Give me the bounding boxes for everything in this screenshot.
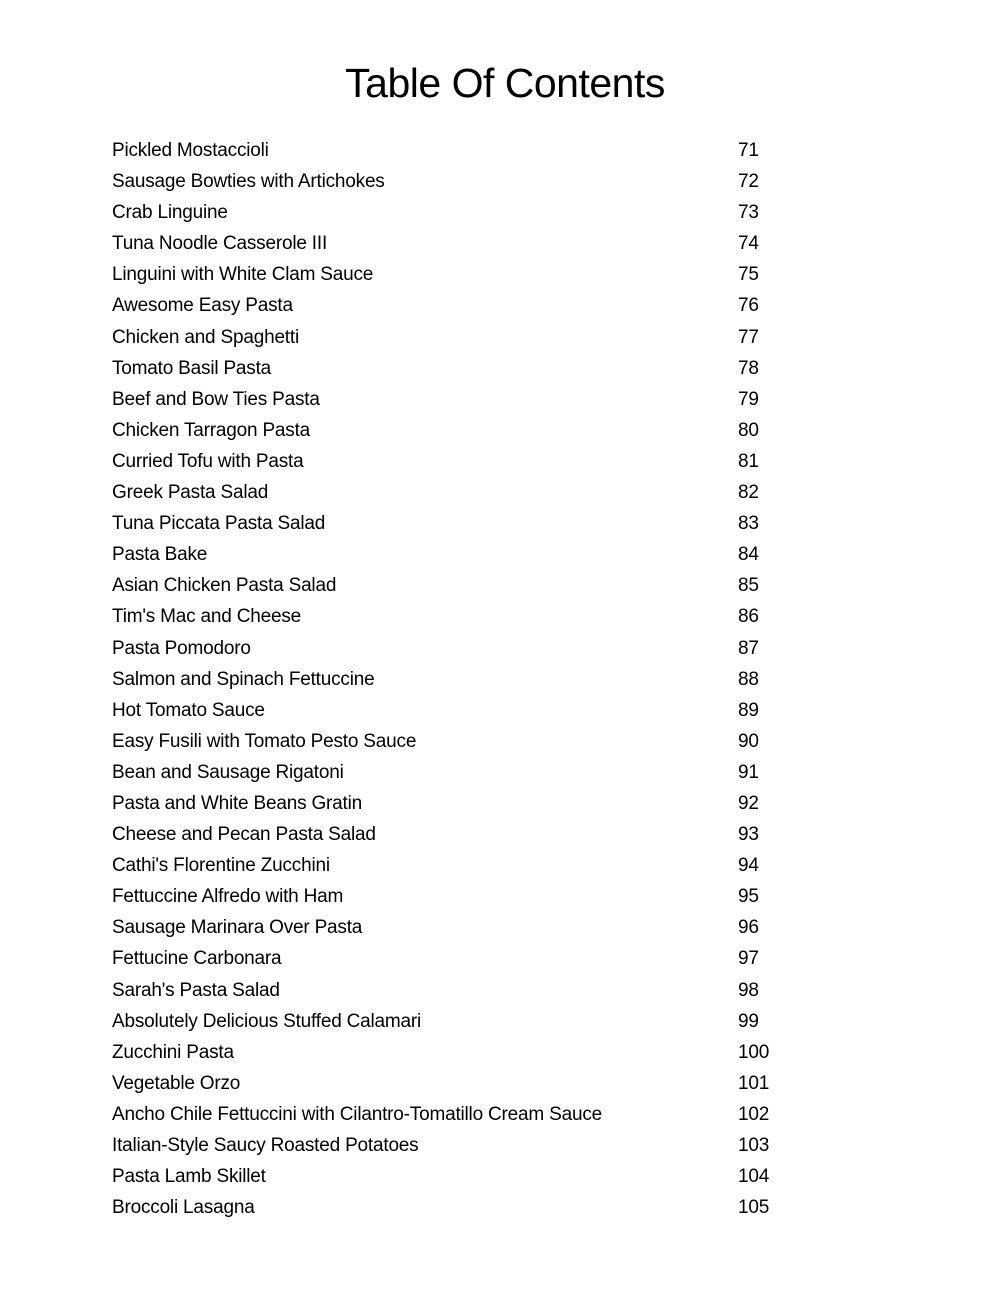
toc-entry-page-number: 83 xyxy=(738,513,759,535)
toc-entry[interactable] xyxy=(112,788,812,819)
toc-entry-title: Crab Linguine xyxy=(112,202,228,224)
toc-entry[interactable] xyxy=(112,539,812,570)
toc-entry-title: Fettuccine Alfredo with Ham xyxy=(112,886,344,908)
toc-entry[interactable] xyxy=(112,290,812,321)
toc-entry[interactable] xyxy=(112,850,812,881)
toc-entry[interactable] xyxy=(112,1192,812,1223)
toc-entry-page-number: 81 xyxy=(738,450,759,472)
toc-entry-title: Beef and Bow Ties Pasta xyxy=(112,388,320,410)
toc-entry-page-number: 93 xyxy=(738,824,759,846)
toc-entry-page-number: 95 xyxy=(738,886,759,908)
toc-entry[interactable] xyxy=(112,633,812,664)
toc-entry-page-number: 98 xyxy=(738,979,759,1001)
toc-entry[interactable] xyxy=(112,1037,812,1068)
toc-entry[interactable] xyxy=(112,601,812,632)
toc-entry-title: Asian Chicken Pasta Salad xyxy=(112,575,337,597)
toc-entry-page-number: 77 xyxy=(738,326,759,348)
toc-entry[interactable] xyxy=(112,664,812,695)
toc-entry-page-number: 96 xyxy=(738,917,759,939)
toc-entry-title: Chicken and Spaghetti xyxy=(112,326,299,348)
toc-entry-title: Vegetable Orzo xyxy=(112,1072,241,1094)
toc-entry-page-number: 72 xyxy=(738,171,759,193)
toc-entry-title: Zucchini Pasta xyxy=(112,1041,234,1063)
toc-entry[interactable] xyxy=(112,695,812,726)
toc-entry[interactable] xyxy=(112,322,812,353)
toc-entry[interactable] xyxy=(112,477,812,508)
toc-entry[interactable] xyxy=(112,259,812,290)
toc-entry-title: Fettucine Carbonara xyxy=(112,948,282,970)
toc-entry-page-number: 76 xyxy=(738,295,759,317)
toc-entry[interactable] xyxy=(112,881,812,912)
toc-entry-title: Sarah's Pasta Salad xyxy=(112,979,280,1001)
toc-entry-page-number: 79 xyxy=(738,388,759,410)
toc-entry[interactable] xyxy=(112,570,812,601)
toc-entry-page-number: 71 xyxy=(738,140,759,161)
toc-entry[interactable] xyxy=(112,1161,812,1192)
toc-entry-title: Pasta Pomodoro xyxy=(112,637,251,659)
toc-entry-page-number: 94 xyxy=(738,855,759,877)
toc-entry-title: Italian-Style Saucy Roasted Potatoes xyxy=(112,1135,419,1156)
toc-entry-title: Ancho Chile Fettuccini with Cilantro-Tomatillo Cream Sauce xyxy=(112,1103,602,1125)
toc-entry[interactable] xyxy=(112,975,812,1006)
toc-entry-title: Easy Fusili with Tomato Pesto Sauce xyxy=(112,730,417,752)
toc-entry[interactable] xyxy=(112,1006,812,1037)
toc-entry-page-number: 104 xyxy=(738,1166,770,1188)
toc-entry-page-number: 87 xyxy=(738,637,759,659)
page-title: Table Of Contents xyxy=(345,60,665,106)
toc-entry[interactable] xyxy=(112,1068,812,1099)
toc-entry-page-number: 74 xyxy=(738,233,759,255)
toc-entry-page-number: 102 xyxy=(738,1103,770,1125)
toc-entry-title: Pasta and White Beans Gratin xyxy=(112,792,362,814)
toc-entry[interactable] xyxy=(112,415,812,446)
toc-entry[interactable] xyxy=(112,228,812,259)
toc-entry-page-number: 89 xyxy=(738,699,759,721)
toc-entry-title: Tuna Noodle Casserole III xyxy=(112,233,328,255)
toc-entry-title: Salmon and Spinach Fettuccine xyxy=(112,668,375,690)
toc-entry-page-number: 105 xyxy=(738,1197,770,1219)
toc-entry-page-number: 85 xyxy=(738,575,759,597)
toc-entry-page-number: 101 xyxy=(738,1072,770,1094)
toc-entry-title: Bean and Sausage Rigatoni xyxy=(112,761,344,783)
toc-entry-title: Tim's Mac and Cheese xyxy=(112,606,301,628)
toc-entry-page-number: 103 xyxy=(738,1135,770,1156)
toc-entry[interactable] xyxy=(112,384,812,415)
toc-entry[interactable] xyxy=(112,353,812,384)
toc-entry-title: Pasta Bake xyxy=(112,544,208,566)
toc-entry[interactable] xyxy=(112,819,812,850)
toc-entry-title: Broccoli Lasagna xyxy=(112,1197,255,1219)
toc-entry-page-number: 90 xyxy=(738,730,759,752)
toc-entry-title: Tuna Piccata Pasta Salad xyxy=(112,513,326,535)
toc-entry[interactable] xyxy=(112,446,812,477)
toc-entry[interactable] xyxy=(112,757,812,788)
toc-entry-page-number: 97 xyxy=(738,948,759,970)
toc-entry-title: Chicken Tarragon Pasta xyxy=(112,419,311,441)
toc-entry-title: Linguini with White Clam Sauce xyxy=(112,264,374,286)
toc-entry[interactable] xyxy=(112,135,812,166)
toc-entry[interactable] xyxy=(112,166,812,197)
toc-entry-title: Hot Tomato Sauce xyxy=(112,699,265,721)
toc-entry-page-number: 88 xyxy=(738,668,759,690)
toc-entry-title: Awesome Easy Pasta xyxy=(112,295,293,317)
toc-entry-title: Sausage Bowties with Artichokes xyxy=(112,171,385,193)
toc-entry-title: Cheese and Pecan Pasta Salad xyxy=(112,824,376,846)
toc-entry[interactable] xyxy=(112,1130,812,1161)
toc-entry[interactable] xyxy=(112,726,812,757)
toc-entry-page-number: 80 xyxy=(738,419,759,441)
toc-entry-page-number: 73 xyxy=(738,202,759,224)
toc-entry-title: Greek Pasta Salad xyxy=(112,482,269,504)
toc-entry[interactable] xyxy=(112,912,812,943)
table-of-contents-list xyxy=(112,135,812,1223)
toc-entry-page-number: 86 xyxy=(738,606,759,628)
toc-entry-title: Tomato Basil Pasta xyxy=(112,357,272,379)
toc-entry-title: Pasta Lamb Skillet xyxy=(112,1166,266,1188)
toc-entry-title: Pickled Mostaccioli xyxy=(112,140,269,161)
toc-entry-page-number: 82 xyxy=(738,482,759,504)
toc-entry[interactable] xyxy=(112,197,812,228)
toc-entry-title: Curried Tofu with Pasta xyxy=(112,450,304,472)
toc-entry-page-number: 75 xyxy=(738,264,759,286)
toc-entry-page-number: 100 xyxy=(738,1041,770,1063)
toc-entry-page-number: 78 xyxy=(738,357,759,379)
toc-entry-page-number: 84 xyxy=(738,544,759,566)
toc-entry-title: Sausage Marinara Over Pasta xyxy=(112,917,363,939)
toc-entry-title: Absolutely Delicious Stuffed Calamari xyxy=(112,1010,422,1032)
toc-entry[interactable] xyxy=(112,943,812,974)
toc-entry-page-number: 91 xyxy=(738,761,759,783)
toc-entry-title: Cathi's Florentine Zucchini xyxy=(112,855,330,877)
toc-entry-page-number: 92 xyxy=(738,792,759,814)
toc-entry[interactable] xyxy=(112,508,812,539)
toc-entry-page-number: 99 xyxy=(738,1010,759,1032)
toc-entry[interactable] xyxy=(112,1099,812,1130)
